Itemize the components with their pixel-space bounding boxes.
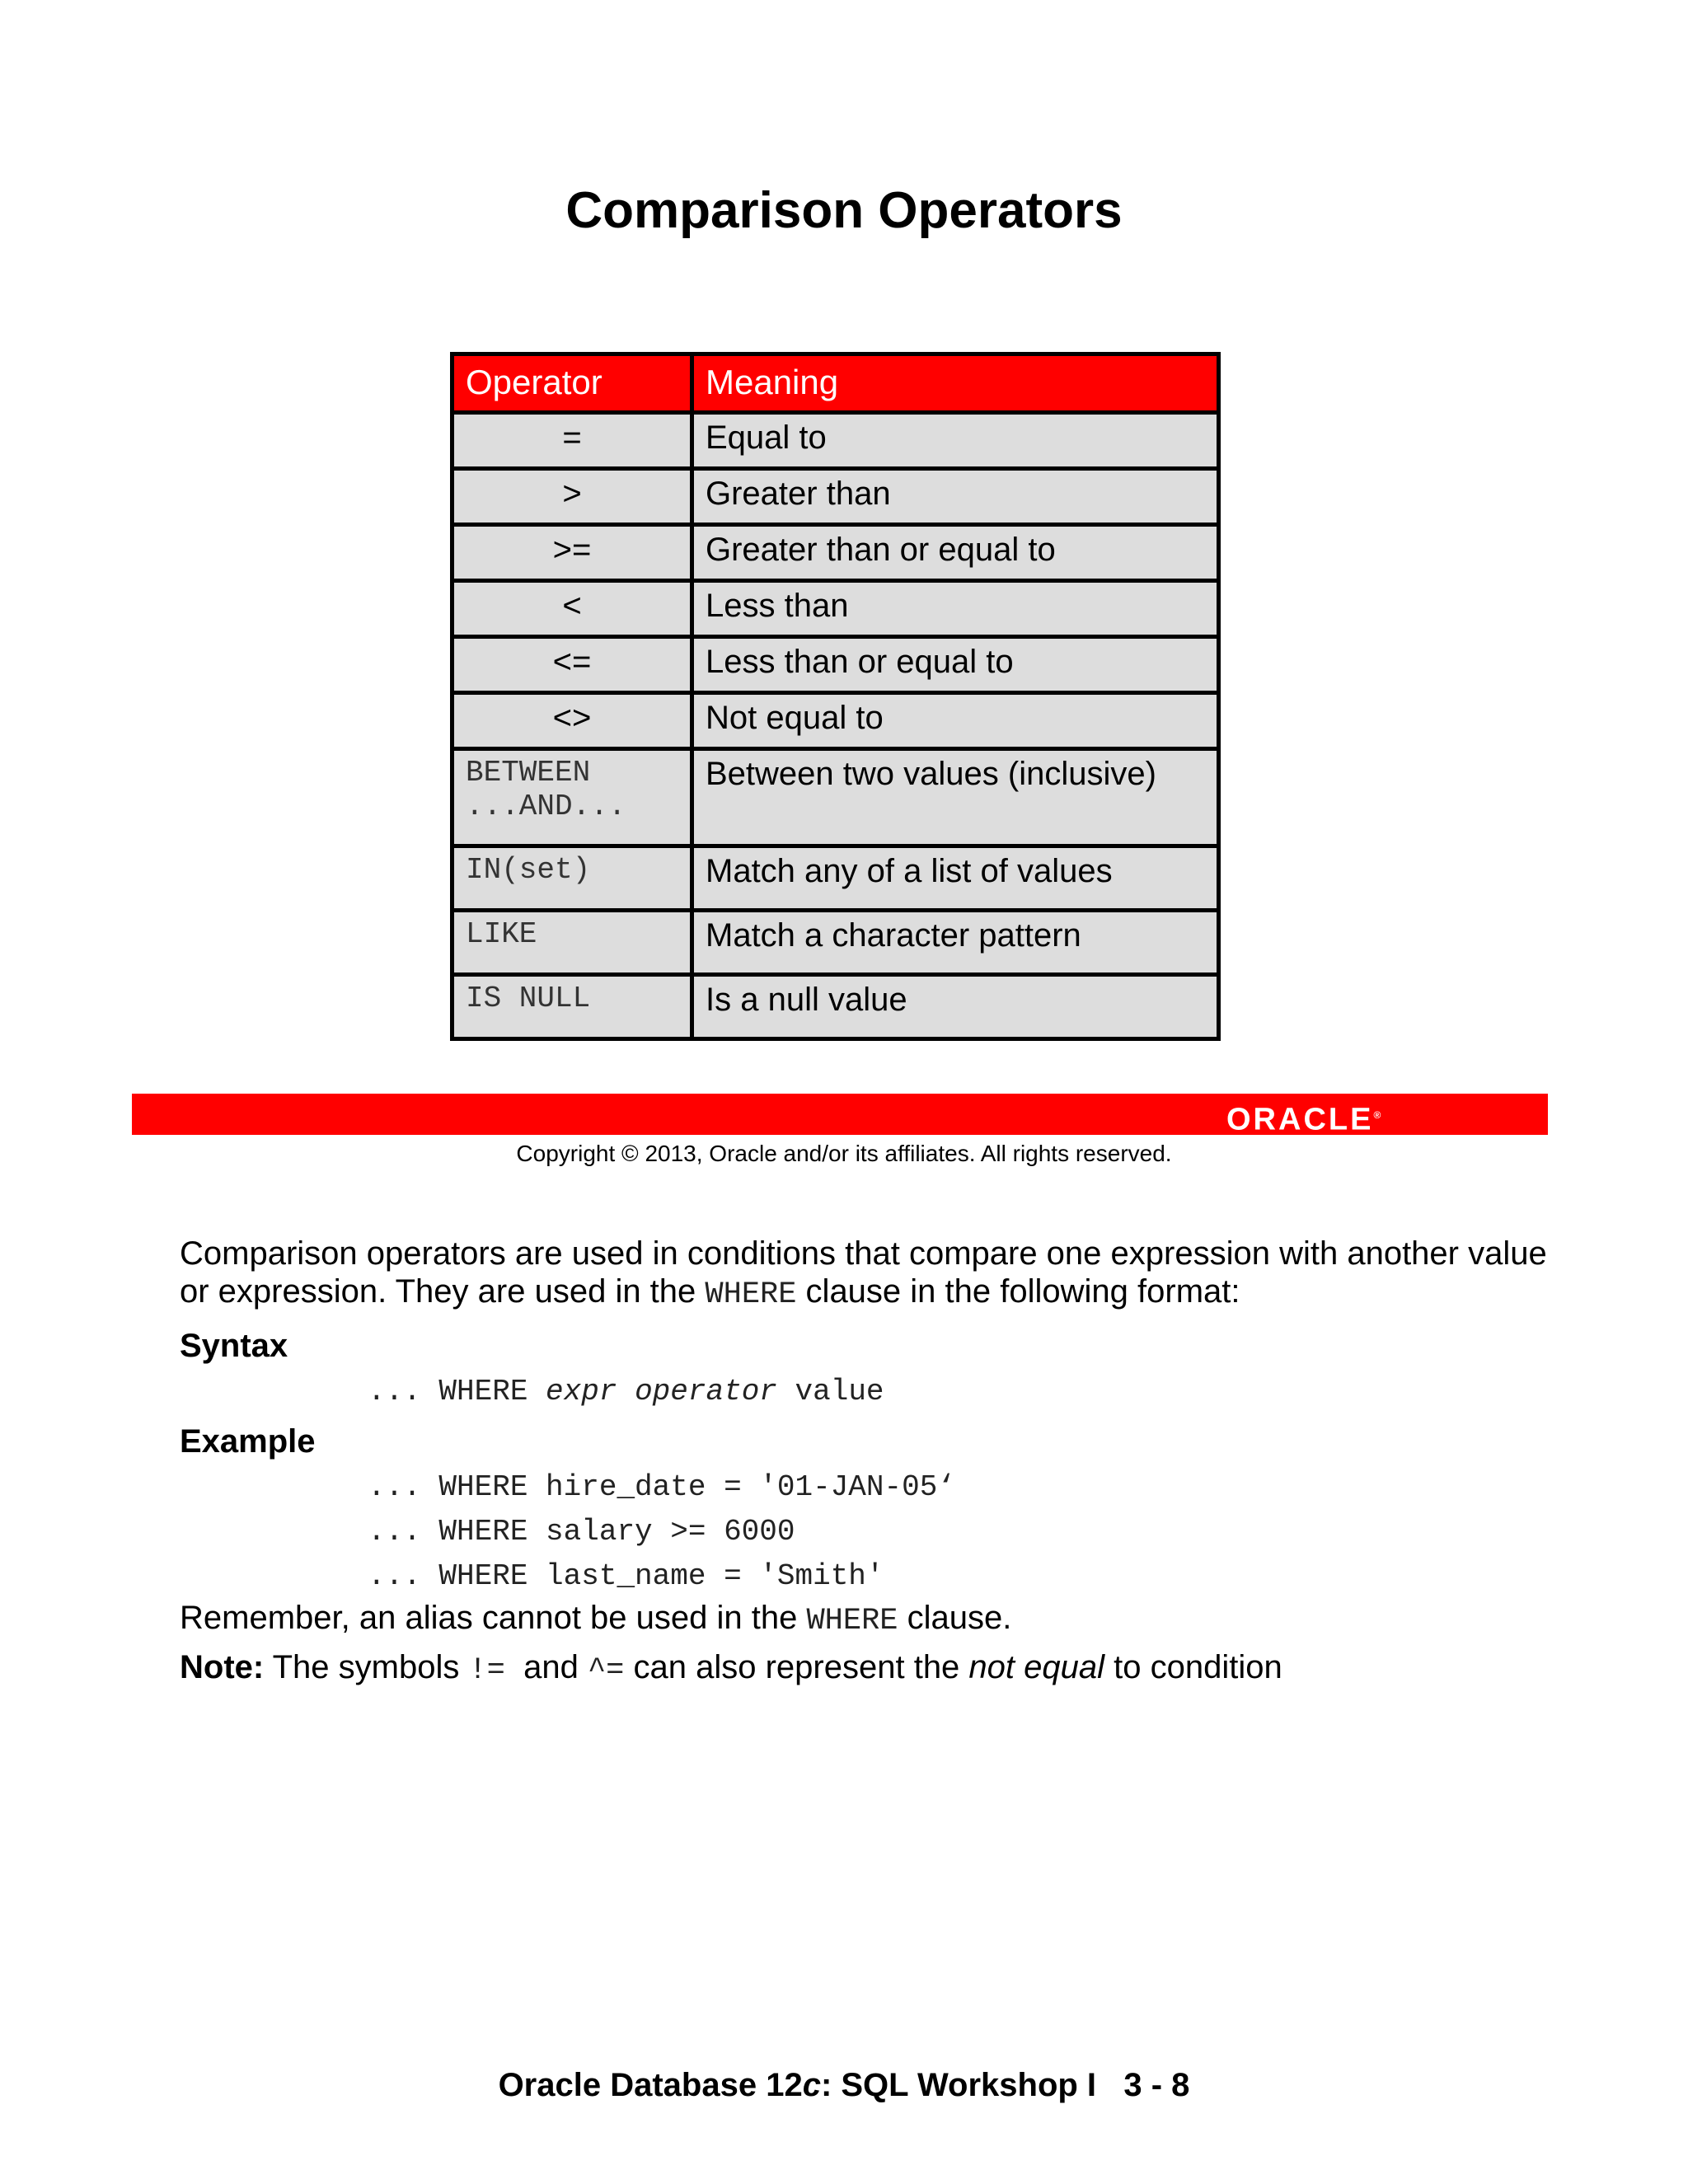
operator-line: BETWEEN [466,756,591,790]
operator-cell: LIKE [452,911,692,975]
oracle-logo-text: ORACLE [1226,1102,1374,1137]
example-code-line: ... WHERE hire_date = '01-JAN-05‘ [368,1470,955,1504]
meaning-cell: Not equal to [692,693,1219,749]
meaning-cell: Between two values (inclusive) [692,749,1219,846]
table-row [452,469,1219,525]
page-title: Comparison Operators [565,182,1123,239]
operator-cell: > [452,469,692,525]
note-paragraph [180,1648,1548,1690]
comparison-operators-table [450,352,1221,1041]
operator-cell: <= [452,637,692,693]
table-row [452,693,1219,749]
note-label: Note: [180,1649,265,1685]
note-text: to condition [1104,1649,1282,1685]
remember-text: Remember, an alias cannot be used in the [180,1600,807,1636]
table-row [452,975,1219,1039]
meaning-cell: Less than [692,581,1219,637]
remember-paragraph [180,1599,1548,1640]
note-text: The symbols [264,1649,469,1685]
example-heading: Example [180,1423,316,1460]
meaning-cell: Match any of a list of values [692,846,1219,911]
note-emphasis: not equal [968,1649,1105,1685]
table-row [452,911,1219,975]
operator-cell: < [452,581,692,637]
code-text: ... WHERE [368,1375,546,1408]
operator-cell: IN(set) [452,846,692,911]
table-row [452,525,1219,581]
meaning-cell: Is a null value [692,975,1219,1039]
operator-cell: IS NULL [452,975,692,1039]
note-text: can also represent the [624,1649,969,1685]
copyright-notice: Copyright © 2013, Oracle and/or its affiliates. All rights reserved. [516,1141,1172,1166]
code-text: value [776,1375,884,1408]
footer-text: : SQL Workshop I 3 - 8 [820,2067,1190,2103]
code-placeholder: operator [635,1375,777,1408]
example-code-line: ... WHERE salary >= 6000 [368,1515,795,1549]
footer-italic: c [802,2067,821,2103]
header-meaning: Meaning [692,354,1219,413]
operator-line: ...AND... [466,790,626,823]
operator-cell: <> [452,693,692,749]
operator-cell: >= [452,525,692,581]
meaning-cell: Greater than or equal to [692,525,1219,581]
table-row [452,581,1219,637]
table-row [452,637,1219,693]
meaning-cell: Match a character pattern [692,911,1219,975]
footer-text: Oracle Database 12 [498,2067,803,2103]
table-row [452,413,1219,469]
not-equal-symbol: ^= [587,1653,625,1688]
intro-text: clause in the following format: [796,1273,1240,1310]
meaning-cell: Greater than [692,469,1219,525]
syntax-heading: Syntax [180,1328,288,1364]
code-placeholder: expr [546,1375,617,1408]
syntax-code [368,1375,884,1408]
remember-text: clause. [898,1600,1012,1636]
table-row [452,749,1219,846]
header-operator: Operator [452,354,692,413]
intro-paragraph [180,1235,1548,1314]
operator-cell: = [452,413,692,469]
where-keyword: WHERE [806,1604,898,1638]
where-keyword: WHERE [705,1277,797,1312]
operator-cell [452,749,692,846]
not-equal-symbol: != [468,1653,505,1688]
table-row [452,846,1219,911]
note-text: and [504,1649,588,1685]
oracle-logo: ORACLE® [1226,1102,1381,1137]
meaning-cell: Equal to [692,413,1219,469]
intro-text: Comparison operators are used in conditions that compare one expression with another value or expression. They are used in the [180,1235,1547,1310]
example-code-line: ... WHERE last_name = 'Smith' [368,1559,884,1593]
meaning-cell: Less than or equal to [692,637,1219,693]
page-footer [0,2067,1688,2104]
